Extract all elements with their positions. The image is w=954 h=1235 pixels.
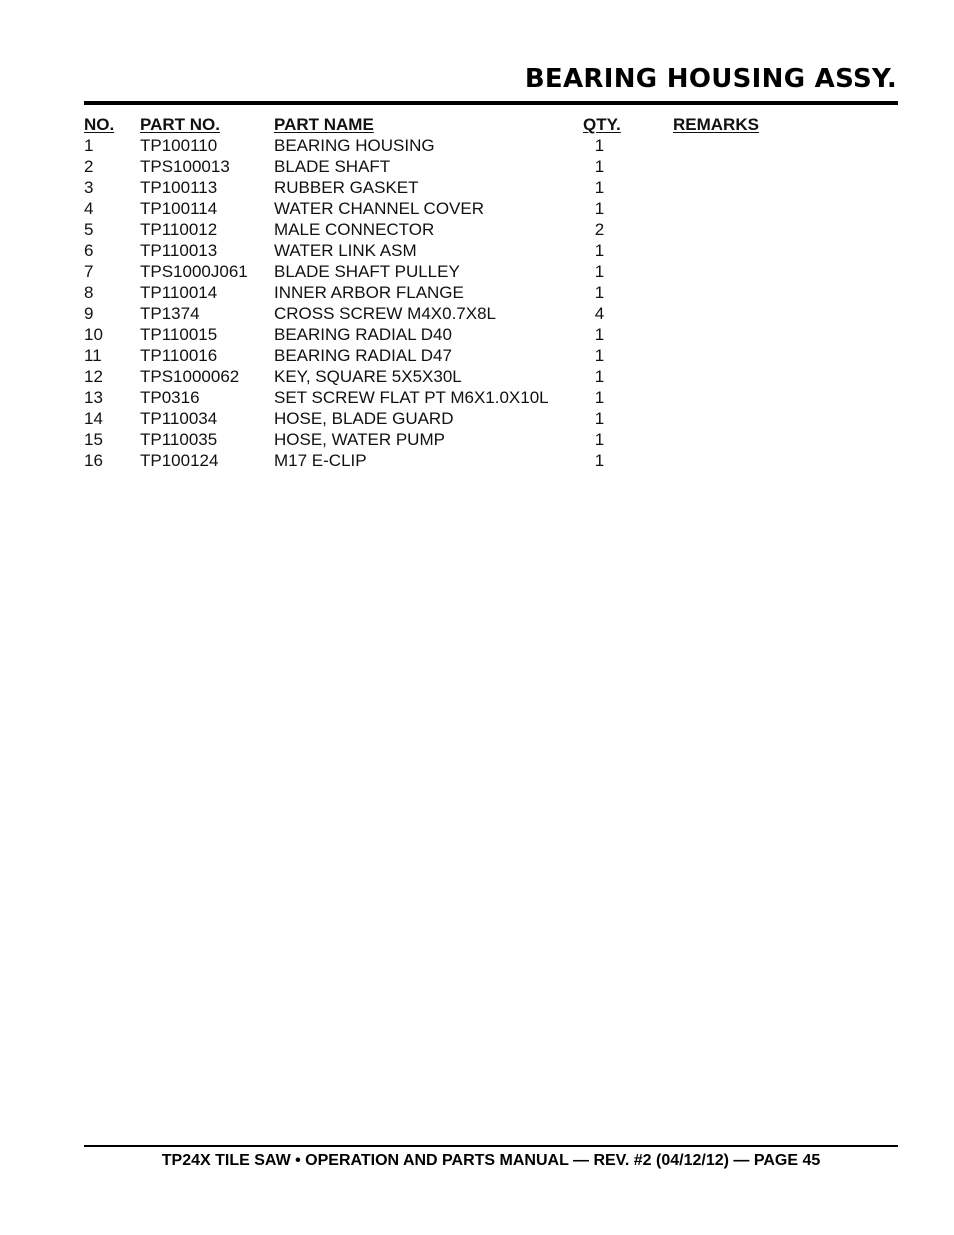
table-row [84,345,898,366]
table-row [84,408,898,429]
row-no: 1 [84,136,94,155]
parts-list-table [84,114,898,471]
row-no: 5 [84,220,94,239]
row-no: 10 [84,325,103,344]
row-qty: 1 [594,388,605,407]
row-no: 2 [84,157,94,176]
row-qty: 1 [594,430,605,449]
table-row [84,366,898,387]
row-qty: 1 [594,283,605,302]
row-part-name: CROSS SCREW M4X0.7X8L [274,304,497,323]
table-row [84,282,898,303]
row-part-no: TP110014 [140,283,218,302]
row-part-name: M17 E-CLIP [274,451,367,470]
header-part-name: PART NAME [274,115,374,134]
row-part-no: TP100113 [140,178,218,197]
table-row [84,303,898,324]
header-part-no: PART NO. [140,115,220,134]
row-part-no: TPS1000J061 [140,262,248,281]
row-no: 6 [84,241,94,260]
row-part-no: TP0316 [140,388,200,407]
row-qty: 1 [594,136,605,155]
row-part-name: SET SCREW FLAT PT M6X1.0X10L [274,388,549,407]
row-part-name: RUBBER GASKET [274,178,419,197]
header-remarks: REMARKS [673,115,759,134]
row-qty: 1 [594,325,605,344]
header-no: NO. [84,115,115,134]
row-no: 13 [84,388,103,407]
row-part-name: HOSE, BLADE GUARD [274,409,454,428]
row-qty: 2 [594,220,605,239]
row-qty: 1 [594,346,605,365]
row-part-name: MALE CONNECTOR [274,220,435,239]
row-part-name: BLADE SHAFT PULLEY [274,262,460,281]
row-qty: 1 [594,178,605,197]
row-part-name: BEARING RADIAL D47 [274,346,452,365]
row-part-no: TP110015 [140,325,218,344]
table-row [84,240,898,261]
row-part-name: WATER LINK ASM [274,241,417,260]
row-part-no: TP110034 [140,409,218,428]
row-part-no: TP110012 [140,220,218,239]
table-row [84,219,898,240]
row-part-no: TP100110 [140,136,218,155]
row-part-no: TP100114 [140,199,218,218]
table-row [84,387,898,408]
table-row [84,450,898,471]
row-qty: 4 [594,304,605,323]
table-row [84,156,898,177]
page-title: BEARING HOUSING ASSY. [524,64,897,94]
table-row [84,198,898,219]
page-footer: TP24X TILE SAW • OPERATION AND PARTS MANUAL — REV. #2 (04/12/12) — PAGE 45 [161,1152,821,1169]
row-no: 9 [84,304,94,323]
table-row [84,261,898,282]
header-qty: QTY. [583,115,621,134]
row-no: 15 [84,430,103,449]
row-no: 7 [84,262,94,281]
row-no: 4 [84,199,94,218]
row-part-no: TPS100013 [140,157,230,176]
row-qty: 1 [594,262,605,281]
row-qty: 1 [594,451,605,470]
row-qty: 1 [594,409,605,428]
row-part-name: INNER ARBOR FLANGE [274,283,464,302]
title-divider [84,101,898,105]
row-qty: 1 [594,157,605,176]
row-part-no: TP110016 [140,346,218,365]
row-qty: 1 [594,199,605,218]
row-no: 12 [84,367,103,386]
row-no: 8 [84,283,94,302]
table-header-row [84,114,898,135]
row-part-name: BLADE SHAFT [274,157,391,176]
row-part-no: TPS1000062 [140,367,240,386]
row-part-name: HOSE, WATER PUMP [274,430,445,449]
row-part-name: BEARING RADIAL D40 [274,325,452,344]
row-no: 3 [84,178,94,197]
row-part-no: TP110013 [140,241,218,260]
table-row [84,135,898,156]
row-qty: 1 [594,367,605,386]
row-qty: 1 [594,241,605,260]
footer-divider [84,1145,898,1147]
table-row [84,324,898,345]
row-part-no: TP100124 [140,451,219,470]
row-part-no: TP1374 [140,304,200,323]
row-no: 16 [84,451,103,470]
row-no: 14 [84,409,103,428]
row-part-name: BEARING HOUSING [274,136,435,155]
row-part-name: KEY, SQUARE 5X5X30L [274,367,462,386]
row-part-no: TP110035 [140,430,218,449]
table-row [84,429,898,450]
row-part-name: WATER CHANNEL COVER [274,199,485,218]
row-no: 11 [84,346,102,365]
table-row [84,177,898,198]
